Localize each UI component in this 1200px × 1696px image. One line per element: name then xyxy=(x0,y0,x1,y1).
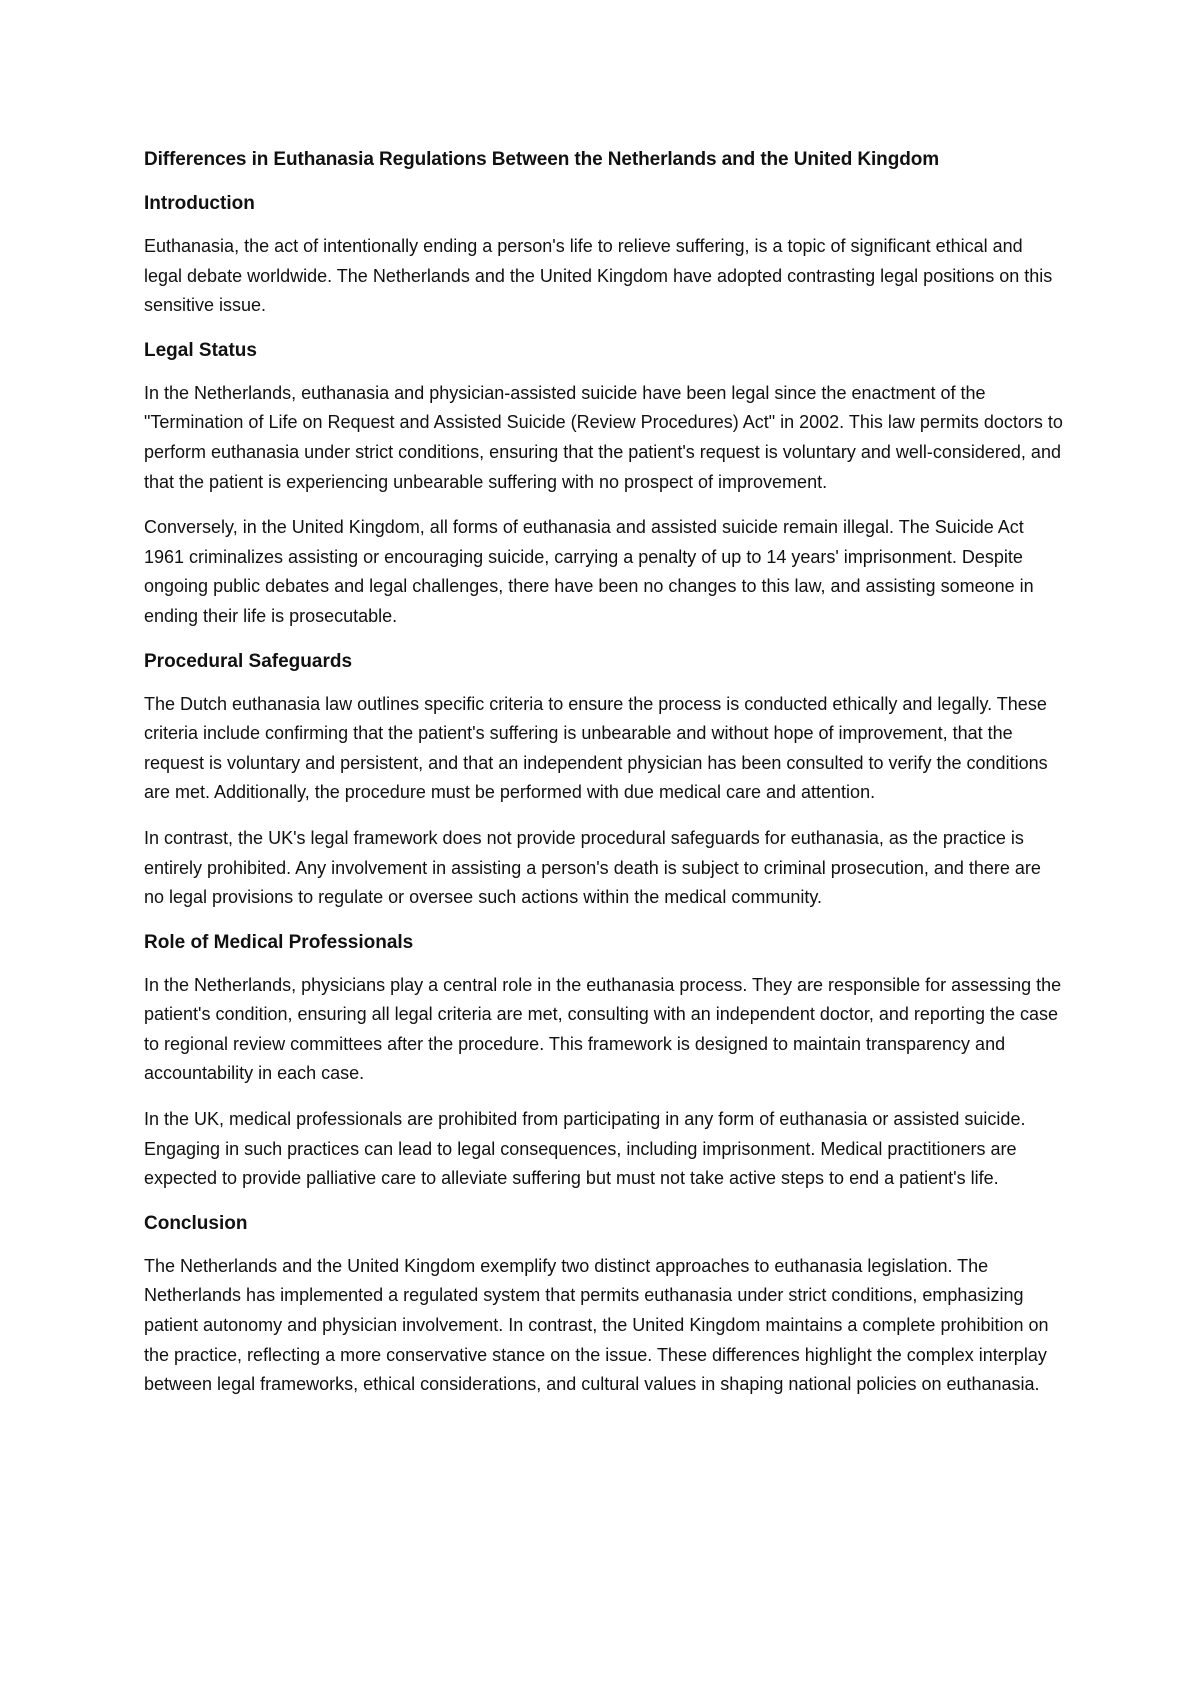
section-heading: Role of Medical Professionals xyxy=(144,931,414,953)
paragraph: Euthanasia, the act of intentionally ending a person's life to relieve suffering, is a topic of significant ethical and legal debate worldwide. The Netherlands and the United Kingdom have adopted contrasting legal positions on this sensitive issue. xyxy=(144,236,1053,316)
paragraph: In the Netherlands, physicians play a central role in the euthanasia process. They are responsible for assessing the patient's condition, ensuring all legal criteria are met, consulting with an independent doctor, and reporting the case to regional review committees after the procedure. This framework is designed to maintain transparency and accountability in each case. xyxy=(144,974,1062,1084)
paragraph: The Netherlands and the United Kingdom exemplify two distinct approaches to euthanasia legislation. The Netherlands has implemented a regulated system that permits euthanasia under strict conditions, emphasizing patient autonomy and physician involvement. In contrast, the United Kingdom maintains a complete prohibition on the practice, reflecting a more conservative stance on the issue. These differences highlight the complex interplay between legal frameworks, ethical considerations, and cultural values in shaping national policies on euthanasia. xyxy=(144,1255,1049,1395)
section-heading: Conclusion xyxy=(144,1212,248,1234)
section-conclusion xyxy=(144,1210,1064,1400)
paragraph: In contrast, the UK's legal framework does not provide procedural safeguards for euthanasia, as the practice is entirely prohibited. Any involvement in assisting a person's death is subject to criminal prosecution, and there are no legal provisions to regulate or oversee such actions within the medical community. xyxy=(144,827,1041,908)
paragraph: In the UK, medical professionals are prohibited from participating in any form of euthanasia or assisted suicide. Engaging in such practices can lead to legal consequences, including imprisonment. Medical practitioners are expected to provide palliative care to alleviate suffering but must not take active steps to end a patient's life. xyxy=(144,1109,1026,1189)
section-heading: Procedural Safeguards xyxy=(144,650,353,672)
section-role-of-medical-professionals xyxy=(144,929,1064,1194)
section-heading: Introduction xyxy=(144,193,255,214)
section-legal-status xyxy=(144,337,1064,632)
section-introduction xyxy=(144,190,1064,321)
section-heading: Legal Status xyxy=(144,339,257,361)
paragraph: Conversely, in the United Kingdom, all forms of euthanasia and assisted suicide remain illegal. The Suicide Act 1961 criminalizes assisting or encouraging suicide, carrying a penalty of up to 14 years' imprisonment. Despite ongoing public debates and legal challenges, there have been no changes to this law, and assisting someone in ending their life is prosecutable. xyxy=(144,517,1034,626)
paragraph: The Dutch euthanasia law outlines specific criteria to ensure the process is conducted ethically and legally. These criteria include confirming that the patient's suffering is unbearable and without hope of improvement, that the request is voluntary and persistent, and that an independent physician has been consulted to verify the conditions are met. Additionally, the procedure must be performed with due medical care and attention. xyxy=(144,693,1048,803)
section-procedural-safeguards xyxy=(144,648,1064,913)
document-title: Differences in Euthanasia Regulations Between the Netherlands and the United Kingdom xyxy=(144,149,940,170)
document-page xyxy=(144,140,1064,1416)
paragraph: In the Netherlands, euthanasia and physician-assisted suicide have been legal since the enactment of the "Termination of Life on Request and Assisted Suicide (Review Procedures) Act" in 2002. This law permits doctors to perform euthanasia under strict conditions, ensuring that the patient's request is voluntary and well-considered, and that the patient is experiencing unbearable suffering with no prospect of improvement. xyxy=(144,382,1063,492)
